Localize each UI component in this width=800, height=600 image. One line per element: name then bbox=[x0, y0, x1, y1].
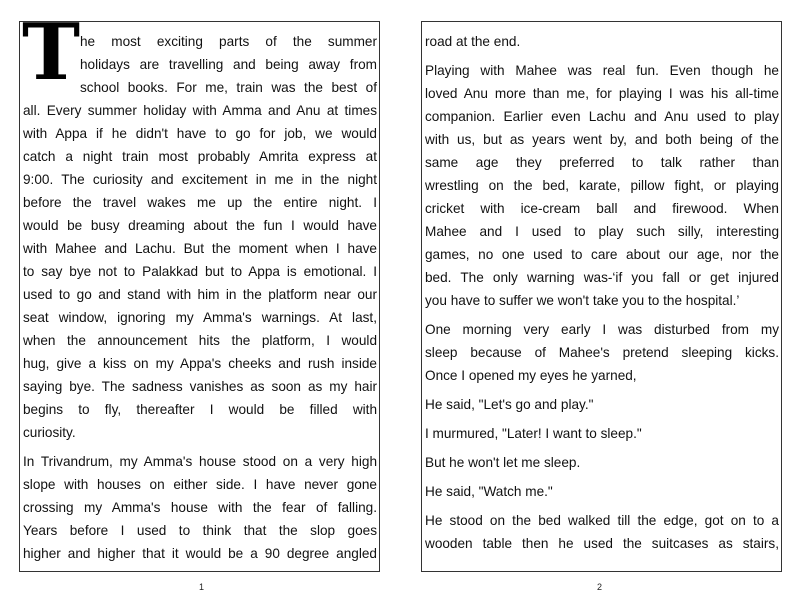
text-line: He stood on the bed walked till the edge, got on to a bbox=[425, 513, 779, 528]
text-line: 9:00. The curiosity and excitement in me in the night bbox=[23, 172, 377, 187]
text-line: cricket with ice-cream ball and firewood. When bbox=[425, 201, 779, 216]
text-line: He said, "Let's go and play." bbox=[425, 397, 594, 412]
page-number-2: 2 bbox=[597, 582, 603, 592]
text-line: all. Every summer holiday with Amma and Anu at times bbox=[23, 103, 377, 118]
text-line: holidays are travelling and being away from bbox=[80, 57, 377, 72]
paragraph bbox=[425, 422, 779, 445]
text-line: to say bye not to Palakkad but to Appa is emotional. I bbox=[23, 264, 377, 279]
text-line: saying bye. The sadness vanishes as soon as my hair bbox=[23, 379, 377, 394]
text-line: I murmured, "Later! I want to sleep." bbox=[425, 426, 642, 441]
drop-cap: T bbox=[22, 7, 81, 98]
paragraph bbox=[425, 480, 779, 503]
text-line: you have to suffer we won't take you to the hospital.’ bbox=[425, 293, 740, 308]
text-line: hug, give a kiss on my Appa's cheeks and rush inside bbox=[23, 356, 377, 371]
text-line: wooden table then he used the suitcases as stairs, bbox=[425, 536, 779, 551]
text-line: sleep because of Mahee's pretend sleeping kicks. bbox=[425, 345, 779, 360]
text-line: In Trivandrum, my Amma's house stood on a very high bbox=[23, 454, 377, 469]
text-line: games, no one used to care about our age, nor the bbox=[425, 247, 779, 262]
text-line: wrestling on the bed, karate, pillow fight, or playing bbox=[425, 178, 779, 193]
text-line: One morning very early I was disturbed from my bbox=[425, 322, 779, 337]
paragraph bbox=[425, 318, 779, 387]
page-2-text bbox=[425, 30, 779, 561]
text-line: Mahee and I used to play such silly, interesting bbox=[425, 224, 779, 239]
text-line: catch a night train most probably Amrita express at bbox=[23, 149, 377, 164]
page-1-text bbox=[23, 30, 377, 571]
text-line: he most exciting parts of the summer bbox=[80, 34, 377, 49]
text-line: loved Anu more than me, for playing I was his all-time bbox=[425, 86, 779, 101]
text-line: slope with houses on either side. I have never gone bbox=[23, 477, 377, 492]
text-line: Years before I used to think that the slop goes bbox=[23, 523, 377, 538]
paragraph bbox=[23, 30, 377, 444]
text-line: with Mahee and Lachu. But the moment when I have bbox=[23, 241, 377, 256]
text-line: same age they preferred to talk rather than bbox=[425, 155, 779, 170]
text-line: used to go and stand with him in the platform near our bbox=[23, 287, 377, 302]
page-1 bbox=[19, 7, 380, 572]
text-line: with us, but as years went by, and both being of the bbox=[425, 132, 779, 147]
text-line: road at the end. bbox=[425, 34, 521, 49]
text-line: companion. Earlier even Lachu and Anu used to play bbox=[425, 109, 779, 124]
page-2 bbox=[421, 21, 782, 572]
text-line: Playing with Mahee was real fun. Even though he bbox=[425, 63, 779, 78]
paragraph bbox=[23, 450, 377, 565]
text-line: He said, "Watch me." bbox=[425, 484, 553, 499]
page-number-1: 1 bbox=[199, 582, 205, 592]
text-line: curiosity. bbox=[23, 425, 76, 440]
text-line: seat window, ignoring my Amma's warnings. At last, bbox=[23, 310, 377, 325]
paragraph bbox=[425, 30, 779, 53]
paragraph bbox=[425, 509, 779, 555]
text-line: But he won't let me sleep. bbox=[425, 455, 581, 470]
text-line: bed. The only warning was-‘if you fall or get injured bbox=[425, 270, 779, 285]
paragraph bbox=[425, 393, 779, 416]
text-line: begins to fly, thereafter I would be filled with bbox=[23, 402, 377, 417]
text-line: when the announcement hits the platform, I would bbox=[23, 333, 377, 348]
paragraph bbox=[425, 59, 779, 312]
text-line: crossing my Amma's house with the fear of falling. bbox=[23, 500, 377, 515]
text-line: with Appa if he didn't have to go for job, we would bbox=[23, 126, 377, 141]
text-line: higher and higher that it would be a 90 degree angled bbox=[23, 546, 377, 561]
paragraph bbox=[425, 451, 779, 474]
text-line: school books. For me, train was the best of bbox=[80, 80, 377, 95]
text-line: Once I opened my eyes he yarned, bbox=[425, 368, 637, 383]
text-line: would be busy dreaming about the fun I would have bbox=[23, 218, 377, 233]
text-line: before the travel wakes me up the entire night. I bbox=[23, 195, 377, 210]
